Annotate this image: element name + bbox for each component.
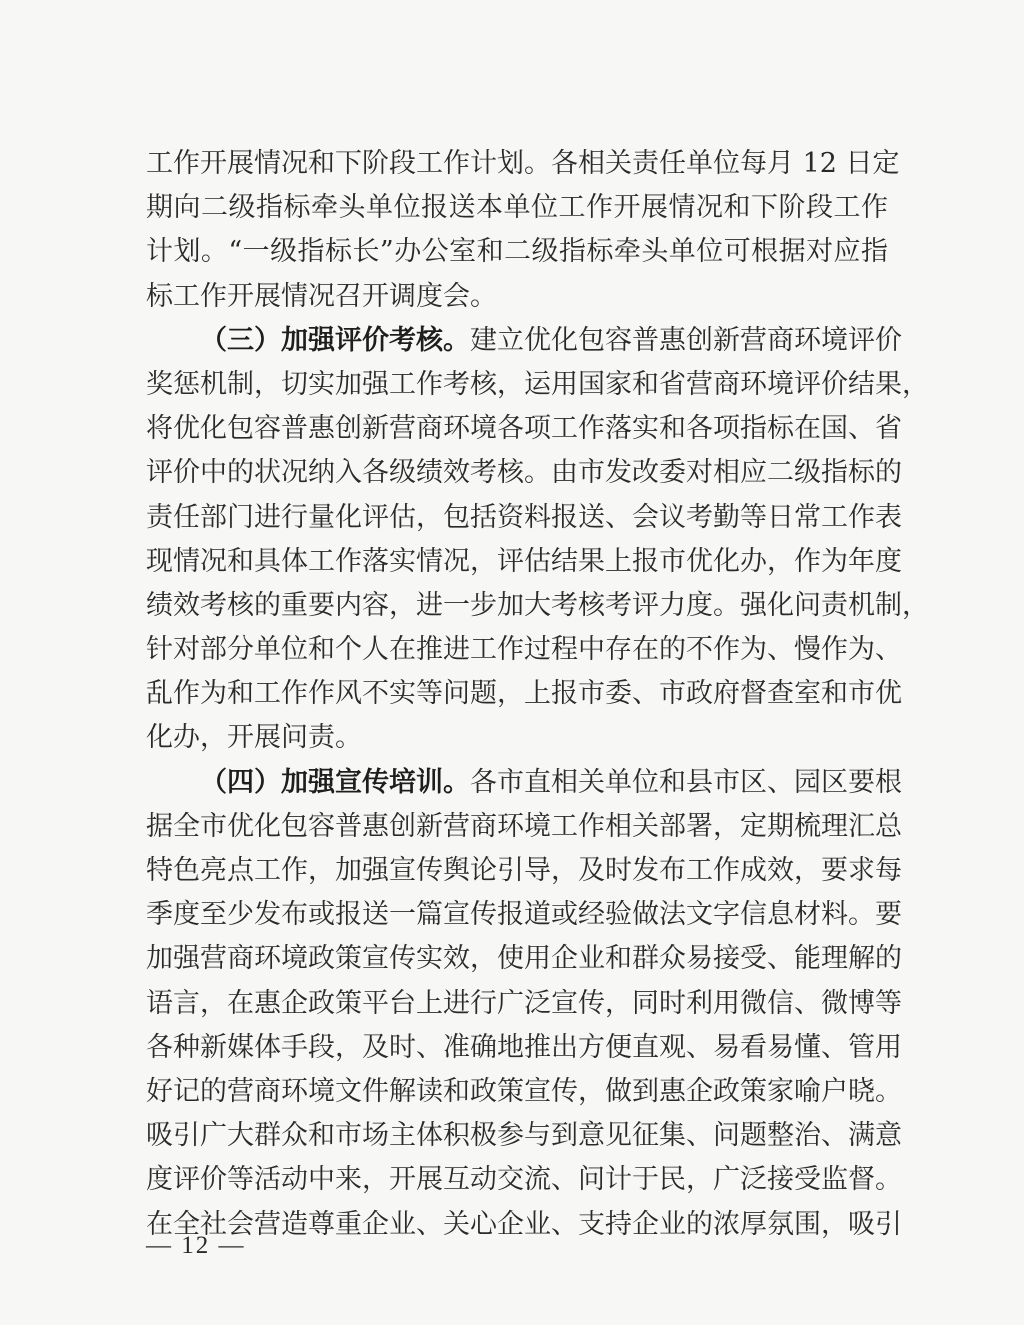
text-line: 工作开展情况和下阶段工作计划。各相关责任单位每月 12 日定 [146, 148, 900, 179]
section-3-first-line-text: 建立优化包容普惠创新营商环境评价 [470, 324, 902, 356]
text-line: 评价中的状况纳入各级绩效考核。由市发改委对相应二级指标的 [146, 457, 902, 489]
section-3-heading: （三）加强评价考核。 [200, 324, 470, 356]
text-line: 加强营商环境政策宣传实效，使用企业和群众易接受、能理解的 [146, 943, 902, 975]
body-text [146, 142, 929, 1247]
text-line: 特色亮点工作，加强宣传舆论引导，及时发布工作成效，要求每 [146, 855, 902, 886]
section-3-first-line [146, 319, 902, 363]
text-line: 季度至少发布或报送一篇宣传报道或经验做法文字信息材料。要 [146, 899, 902, 931]
text-line: 现情况和具体工作落实情况，评估结果上报市优化办，作为年度 [146, 545, 902, 577]
text-line: 乱作为和工作作风不实等问题，上报市委、市政府督查室和市优 [146, 678, 902, 710]
text-line: 度评价等活动中来，开展互动交流、问计于民，广泛接受监督。 [146, 1164, 902, 1196]
text-line: 绩效考核的重要内容，进一步加大考核考评力度。强化问责机制， [146, 589, 929, 621]
text-line: 好记的营商环境文件解读和政策宣传，做到惠企政策家喻户晓。 [146, 1075, 902, 1107]
text-line: 语言，在惠企政策平台上进行广泛宣传，同时利用微信、微博等 [146, 987, 902, 1019]
text-line: 吸引广大群众和市场主体积极参与到意见征集、问题整治、满意 [146, 1120, 902, 1152]
text-line: 奖惩机制，切实加强工作考核，运用国家和省营商环境评价结果， [146, 368, 929, 400]
section-4-heading: （四）加强宣传培训。 [200, 766, 470, 798]
text-line: 标工作开展情况召开调度会。 [146, 280, 497, 312]
text-line: 在全社会营造尊重企业、关心企业、支持企业的浓厚氛围，吸引 [146, 1208, 902, 1240]
page-number: — 12 — [146, 1232, 246, 1259]
text-line: 将优化包容普惠创新营商环境各项工作落实和各项指标在国、省 [146, 413, 902, 445]
text-line: 化办，开展问责。 [146, 722, 362, 754]
text-line: 责任部门进行量化评估，包括资料报送、会议考勤等日常工作表 [146, 501, 902, 533]
text-line: 期向二级指标牵头单位报送本单位工作开展情况和下阶段工作 [146, 192, 888, 224]
section-4-first-line-text: 各市直相关单位和县市区、园区要根 [470, 766, 902, 798]
text-line: 各种新媒体手段，及时、准确地推出方便直观、易看易懂、管用 [146, 1031, 902, 1063]
text-line: 计划。“一级指标长”办公室和二级指标牵头单位可根据对应指 [146, 236, 888, 268]
section-4-first-line [146, 761, 902, 805]
text-line: 据全市优化包容普惠创新营商环境工作相关部署，定期梳理汇总 [146, 810, 902, 842]
text-line: 针对部分单位和个人在推进工作过程中存在的不作为、慢作为、 [146, 634, 902, 666]
